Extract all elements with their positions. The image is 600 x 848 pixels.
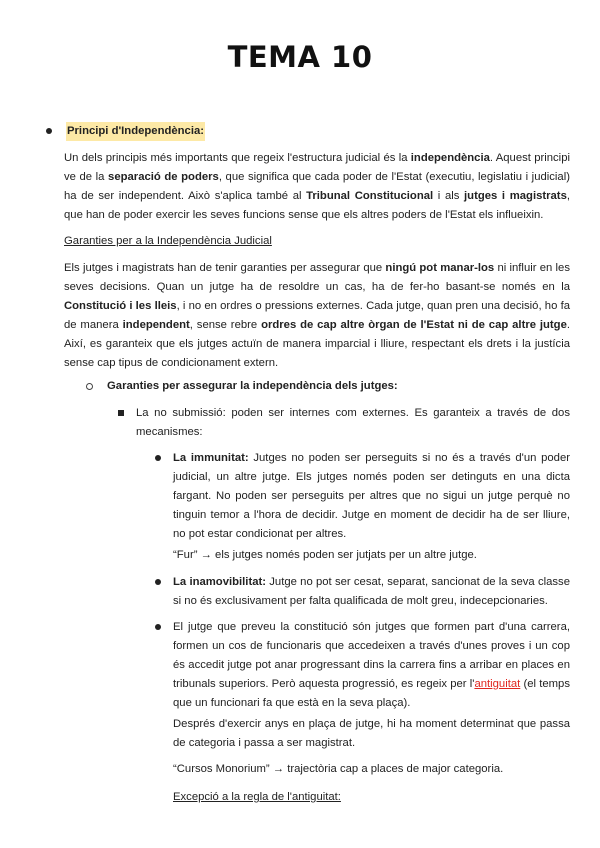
circle-bullet-icon bbox=[86, 383, 93, 390]
level2-label: Garanties per assegurar la independència dels jutges: bbox=[107, 380, 398, 392]
bold-span: ordres de cap altre òrgan de l'Estat ni de cap altre jutge bbox=[261, 319, 567, 331]
bold-span: independent bbox=[122, 319, 190, 331]
text-span: . Aquest principi ve de la bbox=[64, 152, 570, 183]
level3-text: La no submissió: poden ser internes com externes. Es garanteix a través de dos mecanismes: bbox=[136, 407, 570, 438]
level4-item-career bbox=[155, 618, 570, 713]
bullet-icon bbox=[155, 624, 161, 630]
text-span: (el temps que un funcionari fa que està en la seva plaça). bbox=[173, 678, 570, 709]
career-paragraph-2: Després d'exercir anys en plaça de jutge, hi ha moment determinat que passa de categoria i passa a ser magistrat. bbox=[173, 718, 570, 749]
bold-span: ningú pot manar-los bbox=[385, 262, 495, 274]
paragraph-guarantees bbox=[64, 259, 570, 373]
level2-item bbox=[86, 377, 398, 396]
text-span: ni influir en les seves decisions. Quan un jutge ha de resoldre un cas, ha de fer-ho basant-se només en la bbox=[64, 262, 570, 293]
career-text bbox=[173, 618, 570, 713]
text-span: , que han de poder exercir les seves funcions sense que els altres poders de l'Estat els influeixin. bbox=[64, 190, 570, 221]
exception-heading bbox=[173, 788, 570, 807]
immunity-text bbox=[173, 449, 570, 544]
text-span: , que significa que cada poder de l'Estat (executiu, legislatiu i judicial) ha de ser independent. Això s'aplica també al bbox=[64, 171, 570, 202]
underlined-text: Garanties per a la Independència Judicial bbox=[64, 235, 272, 247]
inamovibility-text bbox=[173, 573, 570, 611]
bullet-icon bbox=[155, 579, 161, 585]
text-span: Jutge no pot ser cesat, separat, sancionat de la seva classe si no és exclusivament per falta qualificada de molt greu, indecepcionaries. bbox=[173, 576, 570, 607]
text-span: , sense rebre bbox=[189, 319, 262, 331]
text-span: El jutge que preveu la constitució són jutges que formen part d'una carrera, formen un cos de funcionaris que accedeixen a través d'unes proves i un cop és accedit jutge pot anar progressant dins la carrera fins a arribar en places en tribunals superiors. Però aquesta progressió, es regeix per l' bbox=[173, 621, 570, 690]
text-span: Jutges no poden ser perseguits si no és a través d'un poder judicial, un altre jutge. Els jutges només poden ser detinguts en una dicta fargant. No poden ser perseguits per altres que no sigui un jutge perquè no tinguin temor a l'hora de decidir. Jutge en moment de decidir ha de ser lliure, no pot estar condicionat per altres. bbox=[173, 452, 571, 540]
bold-span: Tribunal Constitucional bbox=[306, 190, 434, 202]
square-bullet-icon bbox=[118, 410, 124, 416]
underlined-text: Excepció a la regla de l'antiguitat: bbox=[173, 791, 341, 803]
red-underlined-span: antiguitat bbox=[474, 678, 521, 690]
text-span: Els jutges i magistrats han de tenir garanties per assegurar que bbox=[64, 262, 386, 274]
text-span: . Així, es garanteix que els jutges actuïn de manera imparcial i lliure, respectant els drets i la justícia sense cap tipus de condicionament extern. bbox=[64, 319, 571, 369]
bold-span: La immunitat: bbox=[173, 452, 249, 464]
level3-item bbox=[118, 404, 570, 442]
bold-span: Constitució i les lleis bbox=[64, 300, 177, 312]
text-span: Un dels principis més importants que regeix l'estructura judicial és la bbox=[64, 152, 411, 164]
bold-span: La inamovibilitat: bbox=[173, 576, 267, 588]
text-span: , i no en ordres o pressions externes. Cada jutge, quan pren una decisió, ho fa de manera bbox=[64, 300, 570, 331]
fur-note: “Fur” → els jutges només poden ser jutjats per un altre jutge. bbox=[173, 549, 477, 561]
level4-item-immunity bbox=[155, 449, 570, 544]
section-heading: Principi d'Independència: bbox=[66, 122, 205, 141]
bold-span: jutges i magistrats bbox=[464, 190, 567, 202]
page-title: TEMA 10 bbox=[227, 40, 373, 74]
subheading-guarantees bbox=[64, 232, 272, 251]
section-heading-row bbox=[46, 122, 205, 141]
career-paragraph-3: “Cursos Monorium” → trajectòria cap a places de major categoria. bbox=[173, 763, 504, 775]
bold-span: independència bbox=[410, 152, 490, 164]
text-span: i als bbox=[433, 190, 465, 202]
bold-span: separació de poders bbox=[108, 171, 219, 183]
bullet-icon bbox=[155, 455, 161, 461]
paragraph-independence bbox=[64, 149, 570, 225]
bullet-icon bbox=[46, 128, 52, 134]
level4-item-inamovibility bbox=[155, 573, 570, 611]
